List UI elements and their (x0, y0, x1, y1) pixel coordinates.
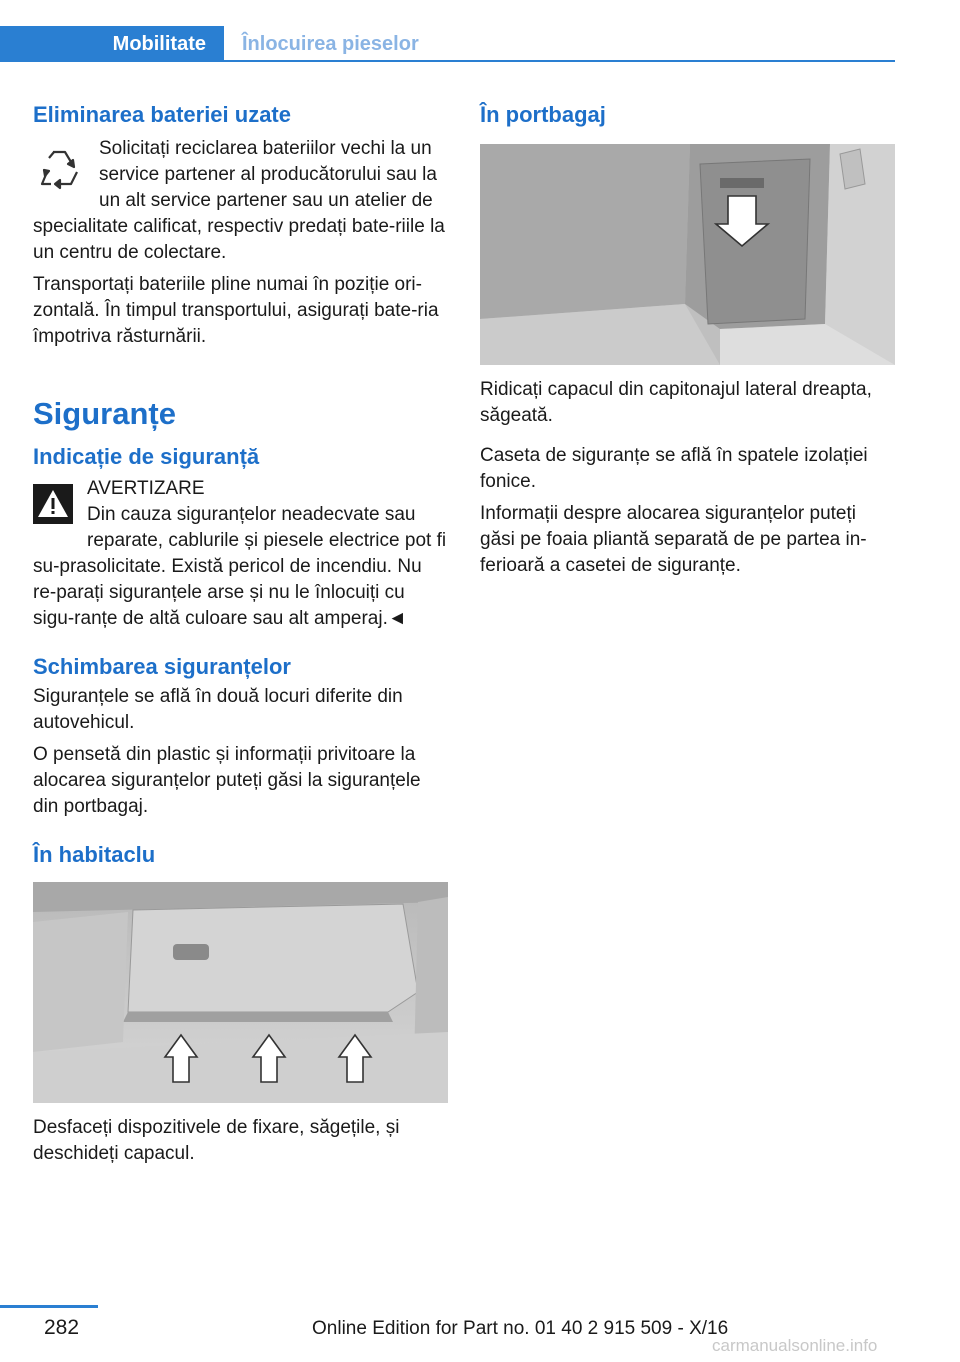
change-fuses-heading: Schimbarea siguranțelor (33, 654, 291, 679)
recycle-notice (33, 136, 448, 266)
trunk-fuse-box-text: Caseta de siguranțe se află în spatele izolației fonice. (480, 445, 868, 492)
warning-label: AVERTIZARE (87, 478, 205, 499)
page-header (0, 0, 960, 62)
cabin-caption: Desfaceți dispozitivele de fixare, săgețile, și deschideți capacul. (33, 1117, 400, 1164)
trunk-lift-cover-text: Ridicați capacul din capitonajul lateral dreapta, săgeată. (480, 379, 872, 426)
trunk-fuse-info-text: Informații despre alocarea siguranțelor puteți găsi pe foaia pliantă separată de pe partea in-ferioară a casetei de siguranțe. (480, 503, 867, 576)
page-number: 282 (44, 1316, 80, 1339)
warning-text: Din cauza siguranțelor neadecvate sau reparate, cablurile și piesele electrice pot fi su-prasolicitate. Există pericol de incendiu. Nu re-parați siguranțele arse și nu le înlocuiți cu sigu-ranțe de altă culoare sau alt amperaj.◄ (33, 504, 447, 629)
warning-icon (33, 484, 73, 529)
fuse-tweezers-text: O pensetă din plastic și informații privitoare la alocarea siguranțelor puteți găsi la siguranțele din portbagaj. (33, 744, 421, 817)
battery-disposal-heading: Eliminarea bateriei uzate (33, 102, 291, 127)
warning-notice (33, 476, 448, 632)
online-edition-note: Online Edition for Part no. 01 40 2 915 509 - X/16 (312, 1318, 729, 1339)
safety-note-heading: Indicație de siguranță (33, 444, 260, 469)
fuses-heading: Siguranțe (33, 396, 176, 431)
watermark: carmanualsonline.info (712, 1336, 878, 1355)
battery-transport-text: Transportați bateriile pline numai în poziție ori-zontală. În timpul transportului, asigurați bate-ria împotriva răsturnării. (33, 274, 439, 347)
fuse-locations-text: Siguranțele se află în două locuri diferite din autovehicul. (33, 686, 403, 733)
glovebox-photo (33, 882, 448, 1103)
trunk-heading: În portbagaj (480, 102, 606, 127)
tab-inlocuirea-pieselor[interactable]: Înlocuirea pieselor (242, 32, 419, 55)
header-rule (0, 60, 895, 62)
left-column (33, 100, 448, 1167)
right-column (480, 100, 895, 579)
battery-recycle-text: Solicitați reciclarea bateriilor vechi la un service partener al producătorului sau la un alt service partener sau un atelier de specialitate calificat, respectiv predați bate-riile la un centru de colectare. (33, 138, 445, 263)
tab-mobilitate[interactable]: Mobilitate (0, 26, 224, 62)
footer-rule (0, 1305, 98, 1308)
trunk-photo (480, 144, 895, 365)
recycle-icon (33, 144, 85, 201)
cabin-heading: În habitaclu (33, 842, 156, 867)
